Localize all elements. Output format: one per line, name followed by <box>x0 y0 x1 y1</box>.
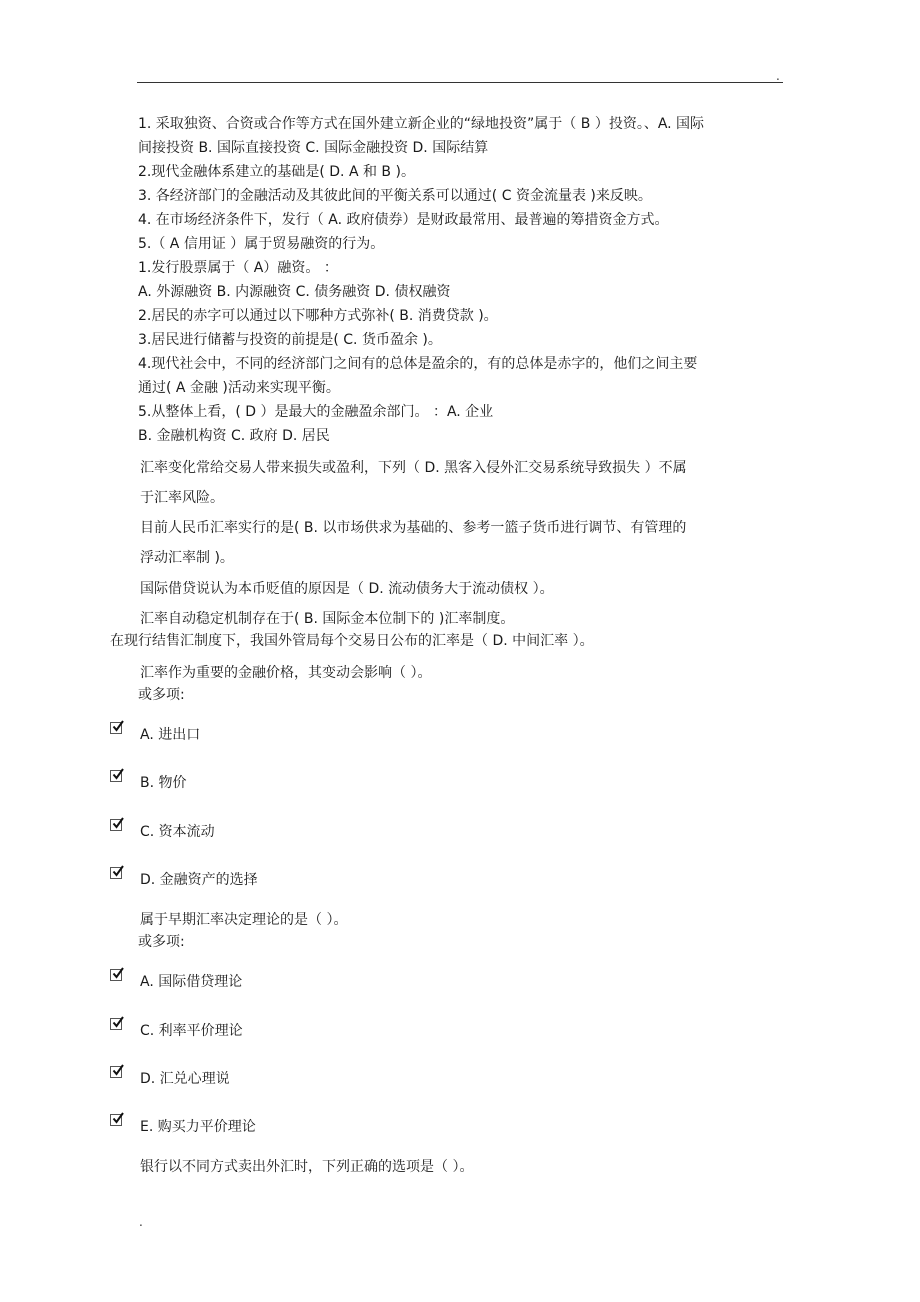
checkbox-checked-icon[interactable] <box>110 1018 122 1030</box>
text-line: 4. 在市场经济条件下，发行（ A. 政府债券）是财政最常用、最普遍的筹措资金方式。 <box>138 212 669 228</box>
header-dot: . <box>776 69 780 83</box>
text-line: 间接投资 B. 国际直接投资 C. 国际金融投资 D. 国际结算 <box>138 140 489 156</box>
checkbox-checked-icon[interactable] <box>110 1066 122 1078</box>
footer-dot: . <box>139 1215 143 1229</box>
text-line: 通过( A 金融 )活动来实现平衡。 <box>138 380 340 396</box>
question-text: 国际借贷说认为本币贬值的原因是（ D. 流动债务大于流动债权 ）。 <box>140 581 554 597</box>
question-text: 属于早期汇率决定理论的是（ ）。 <box>140 912 348 928</box>
question-text: 目前人民币汇率实行的是( B. 以市场供求为基础的、参考一篮子货币进行调节、有管理的 <box>140 520 687 536</box>
text-line: 1. 采取独资、合资或合作等方式在国外建立新企业的“绿地投资”属于（ B ）投资。、A. 国际 <box>138 116 705 132</box>
question-text: 汇率自动稳定机制存在于( B. 国际金本位制下的 )汇率制度。 <box>140 611 515 627</box>
text-line: 3.居民进行储蓄与投资的前提是( C. 货币盈余 )。 <box>138 332 442 348</box>
checkbox-checked-icon[interactable] <box>110 969 122 981</box>
question-text: 汇率变化常给交易人带来损失或盈利，下列（ D. 黑客入侵外汇交易系统导致损失 ）不属 <box>140 460 687 476</box>
text-line: 2.现代金融体系建立的基础是( D. A 和 B )。 <box>138 164 415 180</box>
question-text: 浮动汇率制 )。 <box>140 550 234 566</box>
text-line: 3. 各经济部门的金融活动及其彼此间的平衡关系可以通过( C 资金流量表 )来反映。 <box>138 188 652 204</box>
text-line: A. 外源融资 B. 内源融资 C. 债务融资 D. 债权融资 <box>138 284 451 300</box>
option-label: E. 购买力平价理论 <box>140 1119 256 1135</box>
question-text: 于汇率风险。 <box>140 490 224 506</box>
option-label: C. 资本流动 <box>140 824 215 840</box>
text-line: 5.（ A 信用证 ）属于贸易融资的行为。 <box>138 236 385 252</box>
header-rule <box>137 82 783 83</box>
option-label: A. 国际借贷理论 <box>140 974 243 990</box>
question-text: 汇率作为重要的金融价格，其变动会影响（ ）。 <box>140 665 432 681</box>
text-line: 1.发行股票属于（ A）融资。 ： <box>138 260 338 276</box>
checkbox-checked-icon[interactable] <box>110 770 122 782</box>
text-line: 2.居民的赤字可以通过以下哪种方式弥补( B. 消费贷款 )。 <box>138 308 498 324</box>
option-label: A. 进出口 <box>140 727 201 743</box>
text-line: B. 金融机构资 C. 政府 D. 居民 <box>138 428 330 444</box>
question-hint: 或多项: <box>138 934 185 950</box>
checkbox-checked-icon[interactable] <box>110 867 122 879</box>
option-label: B. 物价 <box>140 775 187 791</box>
checkbox-checked-icon[interactable] <box>110 722 122 734</box>
question-text: 在现行结售汇制度下，我国外管局每个交易日公布的汇率是（ D. 中间汇率 ）。 <box>110 633 594 649</box>
text-line: 4.现代社会中，不同的经济部门之间有的总体是盈余的，有的总体是赤字的，他们之间主要 <box>138 356 698 372</box>
question-text: 银行以不同方式卖出外汇时，下列正确的选项是（ ）。 <box>140 1159 474 1175</box>
option-label: D. 汇兑心理说 <box>140 1071 230 1087</box>
option-label: C. 利率平价理论 <box>140 1023 243 1039</box>
text-line: 5.从整体上看，( D ）是最大的金融盈余部门。 ：A. 企业 <box>138 404 494 420</box>
checkbox-checked-icon[interactable] <box>110 1114 122 1126</box>
checkbox-checked-icon[interactable] <box>110 819 122 831</box>
question-hint: 或多项: <box>138 687 185 703</box>
option-label: D. 金融资产的选择 <box>140 872 258 888</box>
